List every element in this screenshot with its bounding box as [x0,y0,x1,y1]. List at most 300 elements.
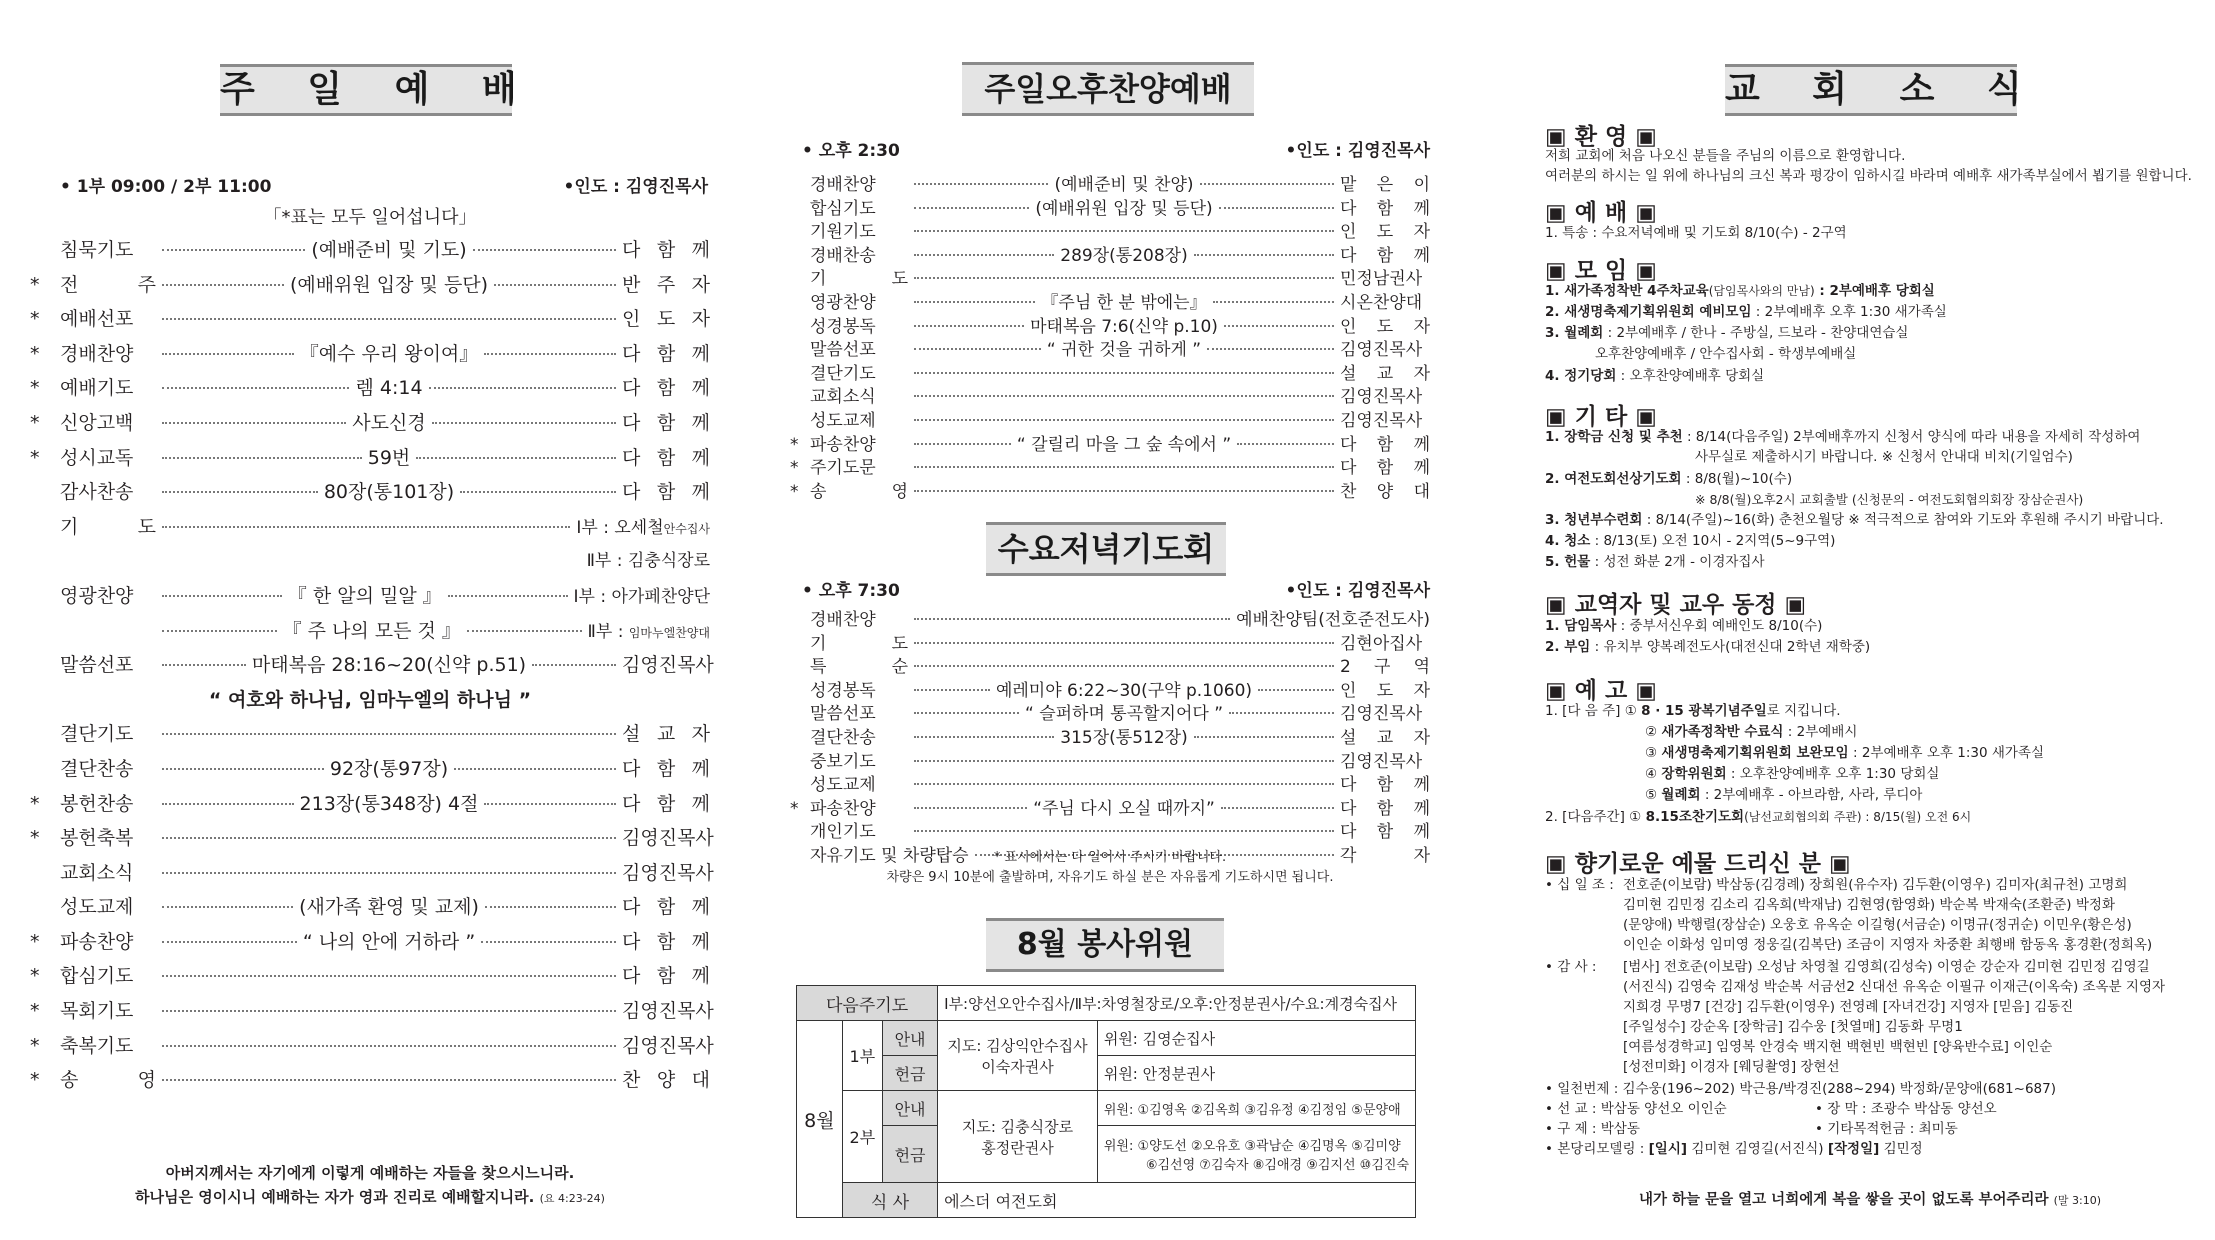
order-leader: 김영진목사 [622,827,714,850]
notice-5-title: 월례회 [1661,787,1701,803]
order-name: 성경봉독 [810,316,876,337]
etc-line-1 [1545,428,2140,447]
pm-leader: •인도 : 김영진목사 [1285,141,1430,161]
order-name: 예배선포 [60,308,134,331]
order-leader-dots [162,249,305,251]
order-leader-dots [416,457,616,459]
order-detail: 315장(통512장) [1060,727,1188,748]
order-leader: 다 함 께 [622,965,710,988]
order-leader: 다 함 께 [1340,458,1430,479]
staff-2-title: 2. 부임 [1545,639,1591,655]
order-item [790,817,1430,841]
order-detail: (예배위원 입장 및 등단) [1035,198,1213,219]
order-item [790,382,1430,406]
notice-2-detail: : 2부예배시 [1783,724,1858,740]
order-name: 합심기도 [810,198,876,219]
wednesday-service-title: 수요저녁기도회 [986,522,1226,576]
etc-1-title: 1. 장학금 신청 및 추천 [1545,429,1683,445]
order-detail: “ 귀한 것을 귀하게 ” [1046,340,1202,361]
malachi-verse-text: 내가 하늘 문을 열고 너희에게 복을 쌓을 곳이 없도록 부어주리라 [1638,1192,2049,1208]
order-leader-dots [429,387,616,389]
meeting-1-note: (담임목사와의 만남) [1708,284,1815,298]
order-detail: 렘 4:14 [355,377,423,400]
order-leader-dots [532,664,616,666]
order-leader: 인 도 자 [622,308,710,331]
staff-heading: ▣ 교역자 및 교우 동정 ▣ [1545,592,1807,618]
order-leader-text: Ⅱ부 : 김충식장로 [586,551,710,572]
welcome-line-1: 저희 교회에 처음 나오신 분들을 주님의 이름으로 환영합니다. [1545,148,1906,164]
notice-line-6 [1545,808,1971,827]
order-leader: 다 함 께 [1340,245,1430,266]
order-item [30,373,710,408]
order-leader-dots [162,975,616,977]
order-item [790,699,1430,723]
order-leader: 다 함 께 [622,896,710,919]
order-name: 결단찬송 [810,727,876,748]
verse-line-1: 아버지께서는 자기에게 이렇게 예배하는 자들을 찾으시느니라. [165,1164,575,1182]
order-item [790,430,1430,454]
thanks-line-2: (서진식) 김영숙 김재성 박순복 서금선2 신대선 유옥순 이필규 이재근(이옥숙) 조옥분 지영자 [1623,979,2166,995]
order-detail: 289장(통208장) [1060,245,1188,266]
notice-line-4 [1645,765,1939,784]
meeting-line-1 [1545,282,1935,301]
order-leader-dots [914,736,1054,738]
p1-director-1: 지도: 김상익안수집사 [947,1036,1088,1055]
p1-director [938,1021,1098,1091]
order-name: 봉헌찬송 [60,792,134,815]
order-leader: 김현아집사 [1340,633,1423,654]
order-leader-dots [432,422,616,424]
thanks-line-4: [주일성수] 강순옥 [장학금] 김수웅 [첫열매] 김동화 무명1 [1623,1019,1963,1035]
tithe-line-3: (문양애) 박행렬(장삼순) 오웅호 유옥순 이길형(서금순) 이명규(정귀순) 이민우(황은성) [1623,917,2132,933]
order-name: 성도교제 [810,775,876,796]
remodel-tag-1: [일시] [1648,1141,1688,1157]
pm-time-row [790,136,1430,161]
order-leader: 다 함 께 [622,481,710,504]
order-detail: (예배준비 및 찬양) [1054,175,1194,195]
order-leader: 설 교 자 [622,723,710,746]
order-name: 파송찬양 [60,930,134,953]
order-leader-dots [162,906,293,908]
remodel-names-2: 김민정 [1879,1141,1923,1157]
standing-note: 「*표는 모두 일어섭니다」 [263,207,477,228]
volunteer-roster-table [796,985,1416,1218]
etc-5-title: 5. 헌물 [1545,554,1591,570]
order-name: 송 영 [60,1069,156,1092]
order-leader-dots [494,284,616,286]
order-name: 감사찬송 [60,481,134,504]
order-leader: 김영진목사 [1340,704,1423,725]
order-leader-dots [485,906,616,908]
order-leader-dots [1200,183,1334,185]
meal-value: 에스더 여전도회 [938,1183,1416,1218]
order-name: 자유기도 및 차량탑승 [810,845,969,866]
tithe-line-1: 전호준(이보람) 박삼동(김경례) 장희원(유수자) 김두환(이영우) 김미자(최규천) 고명희 [1623,877,2128,893]
month-cell: 8월 [797,1021,843,1218]
order-leader-dots [1258,689,1334,691]
order-item [30,823,714,858]
order-leader: 다 함 께 [622,757,710,780]
order-leader: 다 함 께 [1340,198,1430,219]
order-name: 주기도문 [810,458,876,479]
notice-line-2 [1645,723,1857,742]
service-time: • 1부 09:00 / 2부 11:00 [60,177,272,197]
wed-time-row [790,576,1430,601]
order-leader-dots [914,807,1027,809]
notice-6-prefix: 2. [다음주간] ① [1545,809,1646,825]
verse-text-2: 하나님은 영이시니 예배하는 자가 영과 진리로 예배할지니라. [135,1188,535,1206]
staff-1-title: 1. 담임목사 [1545,618,1617,634]
meeting-4-title: 4. 정기당회 [1545,368,1617,384]
order-leader-text: Ⅱ부 : [587,621,629,642]
order-leader: 반 주 자 [622,273,711,296]
order-leader: 예배찬양팀(전호준전도사) [1236,610,1430,630]
order-leader-text: Ⅰ부 : 아가페찬양단 [573,586,711,607]
thanks-label: • 감 사 : [1545,959,1597,975]
order-leader-dots [1224,325,1334,327]
order-item [30,1031,714,1066]
etc-line-2b: ※ 8/8(월)오후2시 교회출발 (신청문의 - 여전도회협의회장 장삼순권사) [1695,492,2084,507]
wed-leader: •인도 : 김영진목사 [1285,581,1430,601]
order-leader-dots [914,419,1334,421]
wed-note-2: 차량은 9시 10분에 출발하며, 자유기도 하실 분은 자유롭게 기도하시면 됩니다. [886,870,1334,885]
order-leader-dots [914,783,1334,785]
order-item [790,605,1430,629]
order-detail: (예배위원 입장 및 등단) [289,273,489,296]
order-name: 기 도 [810,633,908,654]
order-detail: 사도신경 [352,411,426,434]
order-item [30,235,710,270]
notice-3-prefix: ③ [1645,745,1662,761]
order-item [30,961,710,996]
notice-2-prefix: ② [1645,724,1662,740]
relief-line: • 구 제 : 박삼동 [1545,1121,1640,1137]
order-detail: 『주님 한 분 밖에는』 [1041,292,1207,313]
etc-line-5 [1545,553,1764,572]
p1-guide-label: 안내 [882,1021,937,1056]
wed-time: • 오후 7:30 [802,581,900,601]
order-item [790,217,1430,241]
church-news-column [1545,0,2195,1240]
order-name: 성도교제 [810,410,876,431]
order-star: * [30,446,40,469]
meeting-1-title: 1. 새가족정착반 4주차교육 [1545,283,1709,299]
order-leader [574,582,711,607]
meeting-3-detail: : 2부예배후 / 한나 - 주방실, 드보라 - 찬양대연습실 [1603,325,1909,341]
order-star: * [30,827,40,850]
etc-line-1b: 사무실로 제출하시기 바랍니다. ※ 신청서 안내대 비치(기일엄수) [1695,449,2073,465]
worship-heading: ▣ 예 배 ▣ [1545,200,1657,226]
etc-2-detail: : 8/8(월)~10(수) [1681,471,1793,487]
order-name: 말씀선포 [60,654,134,677]
order-leader: 다 함 께 [622,930,711,953]
order-leader: 인 도 자 [1340,222,1430,243]
order-detail: “ 갈릴리 마을 그 숲 속에서 ” [1016,434,1232,455]
order-name: 합심기도 [60,965,134,988]
offering-heading: ▣ 향기로운 예물 드리신 분 ▣ [1545,851,1851,877]
order-leader: 찬 양 대 [622,1069,710,1092]
notice-4-prefix: ④ [1645,766,1662,782]
etc-2-title: 2. 여전도회선상기도회 [1545,471,1682,487]
p2-offering-label: 헌금 [882,1126,937,1183]
order-leader-dots [914,348,1041,350]
meeting-line-3b: 오후찬양예배후 / 안수집사회 - 학생부예배실 [1595,346,1857,362]
order-leader [576,513,710,538]
staff-line-2 [1545,638,1870,657]
order-leader-text: Ⅰ부 : 오세철 [576,517,664,538]
order-star: * [30,342,40,365]
notice-5-prefix: ⑤ [1645,787,1662,803]
etc-3-detail: : 8/14(주일)~16(화) 춘천오월당 ※ 적극적으로 참여와 기도와 후원해 주시기 바랍니다. [1642,512,2164,528]
etc-1-detail: : 8/14(다음주일) 2부예배후까지 신청서 양식에 따라 내용을 자세히 작성하여 [1682,429,2141,445]
order-item [30,408,710,443]
order-leader: 시온찬양대 [1340,292,1423,313]
meeting-4-detail: : 오후찬양예배후 당회실 [1616,368,1765,384]
order-leader-dots [473,249,616,251]
order-item [790,241,1430,265]
thanks-line-6: [성전미화] 이경자 [웨딩촬영] 장현선 [1623,1059,1840,1075]
order-leader: 설 교 자 [1340,363,1430,384]
order-name: 파송찬양 [810,798,876,819]
staff-line-1 [1545,617,1822,636]
order-star: * [790,798,799,819]
remodel-tag-2: [작정일] [1827,1141,1880,1157]
notice-4-detail: : 오후찬양예배후 오후 1:30 당회실 [1726,766,1940,782]
order-leader-dots [914,395,1334,397]
order-item [30,754,710,789]
order-leader-dots [914,443,1011,445]
order-item [30,789,710,824]
order-leader-dots [914,830,1334,832]
order-item [790,794,1430,818]
sunday-service-title: 주 일 예 배 [220,64,512,116]
sermon-title: “ 여호와 하나님, 임마누엘의 하나님 ” [208,688,532,711]
order-item [30,858,714,893]
order-leader-dots [460,491,616,493]
order-detail: 213장(통348장) 4절 [299,792,479,815]
p2-offering-members-2: ⑥김선영 ⑦김숙자 ⑧김애경 ⑨김지선 ⑩김진숙 [1145,1158,1409,1173]
order-leader [587,546,710,571]
order-name: 경배찬양 [810,175,876,195]
order-leader-dots [914,325,1024,327]
order-detail: “ 슬퍼하며 통곡할지어다 ” [1024,704,1224,725]
order-leader: 김영진목사 [1340,410,1423,431]
order-leader-dots [914,618,1230,620]
order-item [30,892,710,927]
notice-heading: ▣ 예 고 ▣ [1545,678,1657,704]
p1-offering-members: 위원: 안정분권사 [1097,1056,1415,1091]
order-leader-dots [162,630,277,632]
order-leader: 찬 양 대 [1340,481,1430,502]
tithe-line-4: 이인순 이화성 임미영 정웅길(김복단) 조금이 지영자 차중환 최행배 함동옥 홍경환(정희옥) [1623,937,2153,953]
etc-4-title: 4. 청소 [1545,533,1591,549]
order-leader-dots [162,318,616,320]
order-item [790,453,1430,477]
order-item [30,616,710,651]
order-name: 영광찬양 [60,584,134,607]
meal-label: 식 사 [842,1183,937,1218]
order-leader-dots [1194,254,1334,256]
other-offering-line: • 기타목적헌금 : 최미동 [1815,1121,1958,1137]
order-star: * [30,1000,40,1023]
etc-5-detail: : 성전 화분 2개 - 이경자집사 [1590,554,1765,570]
notice-5-detail: : 2부예배후 - 아브라함, 사라, 루디아 [1700,787,1923,803]
order-leader-dots [914,760,1334,762]
order-name: 송 영 [810,481,908,502]
order-item [790,477,1430,501]
order-leader-note: 임마누엘찬양대 [628,625,710,640]
order-star: * [30,1069,40,1092]
order-leader: 각 자 [1340,845,1430,866]
order-item [30,339,710,374]
order-leader: 다 함 께 [1340,434,1431,455]
p2-guide-members: 위원: ①김영옥 ②김옥희 ③김유정 ④김정임 ⑤문양애 [1097,1091,1415,1126]
notice-1-prefix: 1. [다 음 주] ① [1545,703,1642,719]
order-item [790,264,1430,288]
order-name: 예배기도 [60,377,134,400]
order-item [30,443,710,478]
order-star: * [30,411,40,434]
afternoon-service-title: 주일오후찬양예배 [962,62,1254,116]
order-name: 침묵기도 [60,239,134,261]
order-item [790,723,1430,747]
order-leader-dots [162,353,294,355]
order-leader-note: 안수집사 [663,521,710,536]
order-leader: 다 함 께 [1340,798,1430,819]
order-item [30,270,710,305]
order-name: 교회소식 [60,861,134,884]
order-leader-dots [1229,712,1334,714]
order-star: * [790,481,799,502]
order-item [790,335,1430,359]
malachi-verse-ref: (말 3:10) [2053,1194,2102,1207]
notice-line-5 [1645,786,1922,805]
p1-guide-members: 위원: 김영순집사 [1097,1021,1415,1056]
etc-line-2 [1545,470,1792,489]
next-prayer-label: 다음주기도 [797,986,938,1021]
order-item [790,288,1430,312]
p2-director-1: 지도: 김충식장로 [961,1117,1074,1136]
order-leader-dots [162,526,570,528]
order-item [790,194,1430,218]
order-leader-dots [162,284,284,286]
afternoon-order-list [790,170,1430,500]
p2-guide-label: 안내 [882,1091,937,1126]
order-leader-dots [914,230,1334,232]
order-detail: (새가족 환영 및 교제) [299,896,479,919]
order-leader-dots [162,768,324,770]
order-name: 결단찬송 [60,757,134,780]
order-leader-dots [162,733,616,735]
order-leader-dots [484,353,616,355]
order-leader: 김영진목사 [1340,340,1423,361]
malachi-verse [1545,1188,2195,1209]
order-star: * [790,458,799,479]
order-star: * [30,930,40,953]
order-leader-dots [914,301,1035,303]
notice-3-detail: : 2부예배후 오후 1:30 새가족실 [1848,745,2045,761]
order-leader-dots [914,466,1334,468]
order-leader-dots [1194,736,1334,738]
order-leader-dots [162,1045,616,1047]
order-name: 전 주 [60,273,156,296]
order-name: 파송찬양 [810,434,876,455]
remodel-label: • 본당리모델링 : [1545,1141,1649,1157]
notice-2-title: 새가족정착반 수료식 [1661,724,1784,740]
order-leader: 다 함 께 [622,792,710,815]
ilcheon-line: • 일천번제 : 김수웅(196~202) 박근용/박경진(288~294) 박정화/문양애(681~687) [1545,1081,2056,1097]
meeting-line-2 [1545,303,1947,322]
order-item [30,719,710,754]
order-name: 결단기도 [810,363,876,384]
order-leader-dots [162,491,318,493]
order-detail: 『 한 알의 밀알 』 [287,584,442,607]
order-name: 성시교독 [60,446,134,469]
order-item [30,546,710,581]
order-name: 성경봉독 [810,680,876,701]
order-leader: 김영진목사 [622,1000,714,1023]
order-leader-dots [1237,443,1334,445]
order-item [30,512,710,547]
order-leader-dots [162,664,246,666]
tithe-line-2: 김미현 김민정 김소리 김옥희(박재남) 김현영(함영화) 박순복 박재숙(조환준) 박정화 [1623,897,2115,913]
order-star: * [30,377,40,400]
order-item [30,1065,710,1100]
order-leader-dots [162,872,616,874]
order-leader-dots [162,803,294,805]
order-leader: 2 구 역 [1340,657,1430,678]
part1-cell: 1부 [842,1021,882,1091]
remodel-names-1: 김미현 김영길(서진식) [1687,1141,1828,1157]
order-star: * [30,965,40,988]
order-detail: 『예수 우리 왕이여』 [299,342,479,365]
order-item [790,359,1430,383]
notice-6-detail: (남선교회협의회 주관) : 8/15(월) 오전 6시 [1744,810,1972,824]
order-star: * [30,792,40,815]
p1-offering-label: 헌금 [882,1056,937,1091]
sunday-service-column [30,0,714,1240]
etc-line-4 [1545,532,1835,551]
p2-director-2: 홍정란권사 [981,1138,1054,1157]
order-leader-dots [1213,301,1334,303]
order-name: 기원기도 [810,222,876,243]
order-item [790,770,1430,794]
order-name: 경배찬양 [810,610,876,630]
order-leader: 김영진목사 [622,861,714,884]
etc-3-title: 3. 청년부수련회 [1545,512,1643,528]
order-detail: 80장(통101장) [323,481,455,504]
order-leader: 다 함 께 [622,411,711,434]
order-item [790,406,1430,430]
meeting-line-4 [1545,367,1764,386]
mission-line: • 선 교 : 박삼동 양선오 이인순 [1545,1101,1727,1117]
order-leader: 다 함 께 [622,446,710,469]
order-item [30,581,710,616]
etc-line-3 [1545,511,2164,530]
order-leader-dots [914,689,990,691]
order-leader-dots [162,387,349,389]
church-news-title: 교 회 소 식 [1725,64,2017,116]
order-leader-dots [914,372,1334,374]
tithe-label: • 십 일 조 : [1545,877,1614,893]
order-detail: 예레미야 6:22~30(구약 p.1060) [995,680,1253,701]
meeting-2-title: 2. 새생명축제기획위원회 예비모임 [1545,304,1752,320]
order-leader: 다 함 께 [1340,822,1430,843]
order-leader-dots [1221,807,1334,809]
pm-time: • 오후 2:30 [802,141,900,161]
order-leader-dots [914,254,1054,256]
notice-1-detail: 로 지킵니다. [1766,703,1841,719]
